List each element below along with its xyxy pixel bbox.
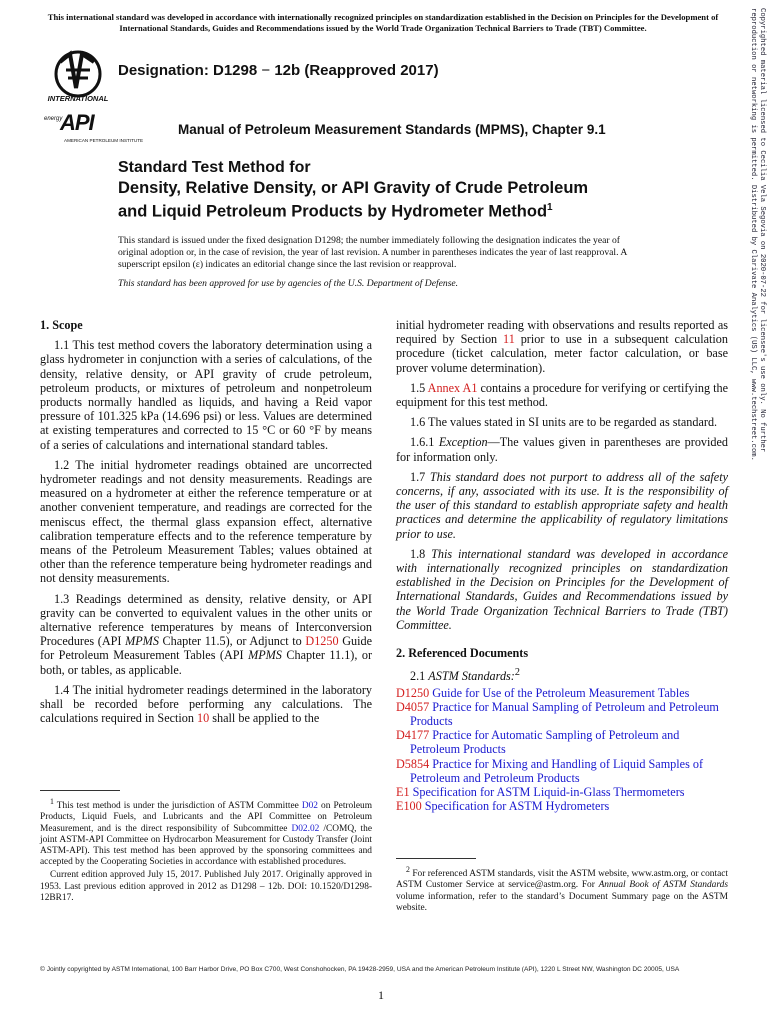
link-d1250[interactable]: D1250 <box>305 634 339 649</box>
title-line-1: Standard Test Method for <box>118 159 311 176</box>
para-1-2: 1.2 The initial hydrometer readings obtained are uncorrected hydrometer readings and not density measurements. Readings are measured on a hydrometer at either the reference temperature or at another convenient temperature, and readings are corrected for the meniscus effect, the thermal glass expansion effect, alternative calibration temperature effects and to the reference temperature by means of the Petroleum Measurement Tables; values obtained at other than the reference temperature being hydrometer readings and not density measurements. <box>40 457 372 586</box>
ref-item[interactable]: D4177 Practice for Automatic Sampling of Petroleum and Petroleum Products <box>396 728 680 757</box>
footnotes-left <box>40 790 372 906</box>
title-line-2: Density, Relative Density, or API Gravity of Crude Petroleum <box>118 179 589 197</box>
astm-logo <box>44 48 112 110</box>
title-footnote-mark: 1 <box>547 202 553 213</box>
para-1-8: 1.8 This international standard was developed in accordance with internationally recognized principles on standardization established in the Decision on Principles for the Development of International Standards, Guides and Recommendations issued by the World Trade Organization Technical Barriers to Trade (TBT) Committee. <box>396 546 728 632</box>
para-1-4: 1.4 The initial hydrometer readings determined in the laboratory shall be recorded before performing any calculations. The calculations required in Section 10 shall be applied to the <box>40 682 372 726</box>
issuance-note: This standard is issued under the fixed designation D1298; the number immediately following the designation indicates the year of original adoption or, in the case of revision, the year of last revision. A number in parentheses indicates the year of last reapproval. A superscript epsilon (ε) indicates an editorial change since the last revision or reapproval. <box>118 235 627 270</box>
left-column <box>40 318 373 903</box>
document-title <box>118 158 588 222</box>
astm-logo-label: INTERNATIONAL <box>47 94 109 103</box>
para-1-6: 1.6 The values stated in SI units are to be regarded as standard. <box>410 415 718 430</box>
ref-item[interactable]: E100 Specification for ASTM Hydrometers <box>396 799 610 814</box>
para-1-1: 1.1 This test method covers the laboratory determination using a glass hydrometer in conjunction with a series of calculations, of the density, relative density, or API gravity of crude petroleum, petroleum products, or mixtures of petroleum and nonpetroleum products normally handled as liquids, and having a Reid vapor pressure of 101.325 kPa (14.696 psi) or less. Values are determined at existing temperatures and corrected to 15 °C or 60 °F by means of a series of calculations and international standard tables. <box>40 338 372 452</box>
api-logo-subtitle: AMERICAN PETROLEUM INSTITUTE <box>64 138 144 143</box>
para-1-5: 1.5 Annex A1 contains a procedure for verifying or certifying the equipment for this test method. <box>396 380 729 410</box>
designation-dash: − <box>257 62 275 79</box>
para-1-7: 1.7 This standard does not purport to address all of the safety concerns, if any, associated with its use. It is the responsibility of the user of this standard to establish appropriate safety and health practices and determine the applicability of regulatory limitations prior to use. <box>396 469 728 541</box>
copyright-footer: © Jointly copyrighted by ASTM International, 100 Barr Harbor Drive, PO Box C700, West Conshohocken, PA 19428-2959, USA and the American Petroleum Institute (API), 1220 L Street NW, Washington DC 20005, USA <box>40 966 680 973</box>
ref-item[interactable]: D1250 Guide for Use of the Petroleum Measurement Tables <box>396 685 690 700</box>
api-energy-label: energy <box>44 116 63 122</box>
referenced-documents-heading: 2. Referenced Documents <box>396 646 529 661</box>
footnote-1-edition: Current edition approved July 15, 2017. Published July 2017. Originally approved in 1953. Last previous edition approved in 2012 as D1298 – 12b. DOI: 10.1520/D1298-12BR17. <box>40 870 372 903</box>
footnote-1: $^1$ This test method is under the jurisdiction of ASTM Committee D02 on Petroleum Products, Liquid Fuels, and Lubricants and the API Committee on Petroleum Measurement, and is the direct responsibility of Subcommittee D02.02 /COMQ, the joint ASTM-API Committee on Hydrocarbon Measurement for Custody Transfer (Joint ASTM-API). This test method has been approved by the sponsoring committees and accepted by the Cooperating Societies in accordance with established procedures. <box>40 797 372 868</box>
para-1-4-cont: initial hydrometer reading with observations and results reported as required by Section 11 prior to use in a subsequent calculation procedure (ticket calculation, meter factor calculation, or base prover volume determination). <box>396 318 728 375</box>
dod-approval-note: This standard has been approved for use by agencies of the U.S. Department of Defense. <box>118 278 459 289</box>
right-column <box>396 318 729 913</box>
ref-item[interactable]: D5854 Practice for Mixing and Handling of Liquid Samples of Petroleum and Petroleum Products <box>396 756 704 785</box>
designation-label: Designation: D1298 <box>118 62 258 79</box>
link-section-10[interactable]: 10 <box>197 711 210 726</box>
link-d0202[interactable]: D02.02 <box>291 823 320 834</box>
para-1-3: 1.3 Readings determined as density, relative density, or API gravity can be converted to equivalent values in the other units or alternative reference temperatures by means of Interconversion Procedures (API MPMS Chapter 11.5), or Adjunct to D1250 Guide for Petroleum Measurement Tables (API MPMS Chapter 11.1), or both, or tables, as applicable. <box>40 591 373 677</box>
ref-item[interactable]: E1 Specification for ASTM Liquid-in-Glass Thermometers <box>396 784 685 799</box>
scope-heading: 1. Scope <box>40 318 83 332</box>
api-logo-mark: API <box>60 110 94 135</box>
footnotes-right <box>396 858 728 916</box>
copyright-side-text: Copyrighted material licensed to Cecilia Vela Segovia on 2020-07-22 for licensee's use only. No further reproduction or networking is permitted. Distributed by Clarivate Analytics (US) LLC, www.techstreet.com. <box>749 8 766 461</box>
title-line-3: and Liquid Petroleum Products by Hydrometer Method <box>118 202 548 221</box>
link-section-11[interactable]: 11 <box>503 332 515 347</box>
api-logo <box>44 110 164 148</box>
ref-item[interactable]: D4057 Practice for Manual Sampling of Petroleum and Petroleum Products <box>396 699 719 728</box>
copyright-side-banner <box>742 8 768 468</box>
tbt-notice: This international standard was developed in accordance with internationally recognized principles on standardization established in the Decision on Principles for the Development of International Standards, Guides and Recommendations issued by the World Trade Organization Technical Barriers to Trade (TBT) Committee. <box>47 12 719 33</box>
designation-rest: 12b (Reapproved 2017) <box>274 62 439 79</box>
footnote-2: $^2$ For referenced ASTM standards, visit the ASTM website, www.astm.org, or contact ASTM Customer Service at service@astm.org. For Annual Book of ASTM Standards volume information, refer to the standard’s Document Summary page on the ASTM website. <box>396 865 728 913</box>
link-annex-a1[interactable]: Annex A1 <box>427 380 478 395</box>
mpms-heading: Manual of Petroleum Measurement Standards (MPMS), Chapter 9.1 <box>178 122 606 137</box>
astm-standards-subheading: 2.1 ASTM Standards:$^2$ <box>410 667 520 684</box>
link-d02[interactable]: D02 <box>301 801 318 812</box>
page-number: 1 <box>378 988 384 1002</box>
para-1-6-1: 1.6.1 Exception—The values given in parentheses are provided for information only. <box>396 435 728 464</box>
designation <box>118 62 439 79</box>
